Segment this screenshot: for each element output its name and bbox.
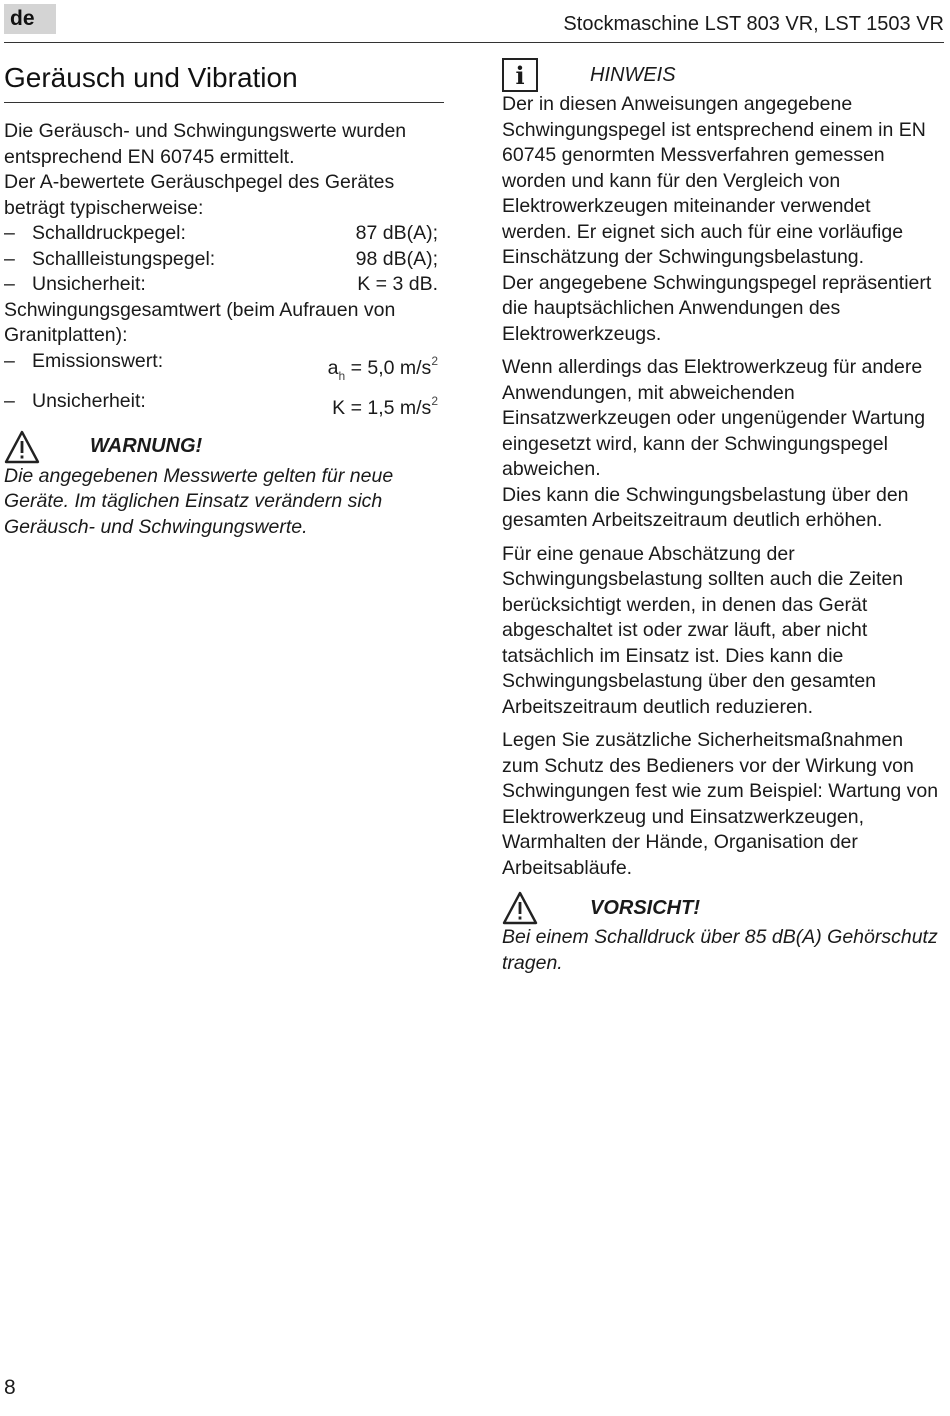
noise-intro-text: Der A-bewertete Geräuschpegel des Gerätes beträgt typischerweise:: [4, 171, 395, 219]
hint-label: HINWEIS: [590, 63, 676, 86]
value-subscript: h: [338, 368, 346, 383]
hint-paragraph: Der in diesen Anweisungen angegebene Schwingungspegel ist entsprechend einem in EN 60745 genormten Messverfahren gemessen worden und kann für den Vergleich von Elektrowerkzeugen miteinander verwendet werden. Er eignet sich auch für eine vorläufige Einschätzung der Schwingungsbelastung.: [502, 93, 926, 268]
hint-paragraph: Für eine genaue Abschätzung der Schwingungsbelastung sollten auch die Zeiten berücksichtigt werden, in denen das Gerät abgeschaltet ist oder zwar läuft, aber nicht tatsächlich im Einsatz ist. Dies kann die Schwingungsbelastung über den gesamten Arbeitszeitraum deutlich reduzieren.: [502, 542, 904, 718]
value-superscript: 2: [431, 353, 438, 368]
hint-paragraph: Dies kann die Schwingungsbelastung über den gesamten Arbeitszeitraum deutlich erhöhen.: [502, 483, 909, 531]
vibration-label: Unsicherheit:: [32, 390, 146, 412]
vibration-value: [328, 349, 444, 390]
value-text: = 5,0 m/s: [350, 356, 432, 379]
hint-paragraph: Wenn allerdings das Elektrowerkzeug für andere Anwendungen, mit abweichenden Einsatzwerkzeugen oder ungenügender Wartung eingesetzt wird, kann der Schwingungspegel abweichen.: [502, 356, 926, 480]
intro-text: Die Geräusch- und Schwingungswerte wurden entsprechend EN 60745 ermittelt.: [4, 120, 407, 168]
list-dash: –: [4, 247, 15, 270]
vibration-intro-text: Schwingungsgesamtwert (beim Aufrauen von Granitplatten):: [4, 298, 396, 346]
value-symbol: a: [327, 356, 339, 379]
hint-paragraph: Der angegebene Schwingungspegel repräsentiert die hauptsächlichen Anwendungen des Elektrowerkzeugs.: [502, 271, 932, 345]
noise-values-list: [4, 221, 444, 298]
info-icon: i: [502, 58, 538, 92]
right-column: [502, 58, 942, 976]
caution-label: VORSICHT!: [590, 896, 700, 919]
document-title: Stockmaschine LST 803 VR, LST 1503 VR: [563, 13, 944, 35]
header-rule: [4, 42, 944, 43]
vibration-row: [4, 389, 444, 430]
list-dash: –: [4, 273, 15, 295]
caution-header: [502, 891, 942, 925]
value-text: = 1,5 m/s: [350, 397, 432, 419]
noise-value: 87 dB(A);: [355, 222, 438, 244]
value-symbol: K: [332, 397, 346, 419]
noise-label: Unsicherheit:: [32, 273, 146, 295]
warning-label: WARNUNG!: [90, 435, 203, 457]
vibration-row: [4, 349, 444, 390]
section-heading: Geräusch und Vibration: [4, 60, 444, 103]
vibration-values-list: [4, 349, 444, 430]
list-dash: –: [4, 222, 15, 244]
noise-row: [4, 221, 444, 247]
warning-text: Die angegebenen Messwerte gelten für neue Geräte. Im täglichen Einsatz verändern sich Geräusch- und Schwingungswerte.: [4, 464, 394, 538]
hint-paragraph: Legen Sie zusätzliche Sicherheitsmaßnahmen zum Schutz des Bedieners vor der Wirkung von Schwingungen fest wie zum Beispiel: Wartung von Elektrowerkzeug und Einsatzwerkzeugen, Warmhalten der Hände, Organisation der Arbeitsabläufe.: [502, 729, 939, 879]
warning-triangle-icon: [502, 891, 538, 925]
noise-value: K = 3 dB.: [357, 273, 438, 295]
value-superscript: 2: [431, 394, 438, 408]
noise-row: [4, 272, 444, 298]
language-badge: de: [4, 4, 56, 34]
vibration-label: Emissionswert:: [32, 349, 164, 372]
noise-label: Schalldruckpegel:: [32, 222, 186, 244]
warning-header: [4, 430, 444, 464]
caution-text: Bei einem Schalldruck über 85 dB(A) Gehörschutz tragen.: [502, 926, 938, 974]
list-dash: –: [4, 390, 15, 412]
vibration-value: [332, 389, 444, 430]
noise-row: [4, 247, 444, 273]
noise-label: Schallleistungspegel:: [32, 247, 216, 270]
page-number: 8: [4, 1376, 16, 1399]
warning-triangle-icon: [4, 430, 40, 464]
list-dash: –: [4, 349, 15, 372]
hint-header: [502, 58, 942, 92]
left-column: [4, 60, 444, 540]
noise-value: 98 dB(A);: [355, 247, 438, 270]
